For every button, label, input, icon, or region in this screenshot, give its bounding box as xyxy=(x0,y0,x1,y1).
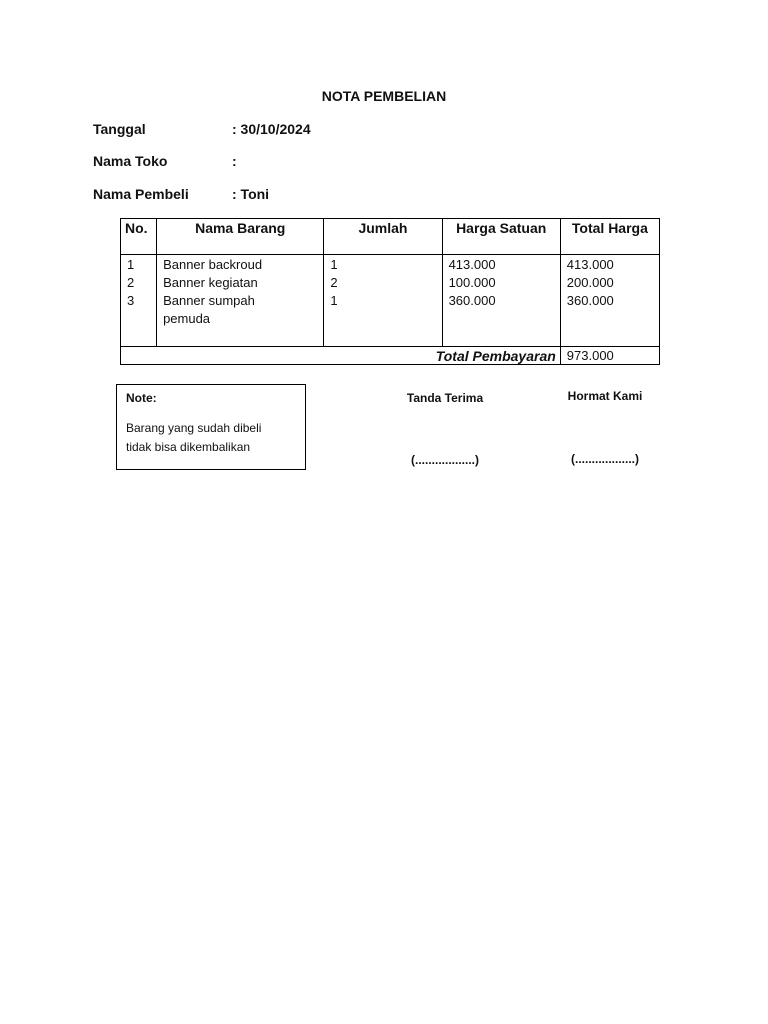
header-nama-barang: Nama Barang xyxy=(157,219,324,255)
column-jumlah xyxy=(324,255,442,347)
row-total-harga: 200.000 xyxy=(566,275,614,290)
note-title: Note: xyxy=(126,391,157,405)
note-text-line-2: tidak bisa dikembalikan xyxy=(126,440,251,454)
field-value-tanggal: : 30/10/2024 xyxy=(232,121,311,137)
total-row xyxy=(121,347,660,365)
row-no: 3 xyxy=(127,293,135,308)
field-label-nama-pembeli: Nama Pembeli xyxy=(93,186,189,202)
tanda-terima-signature-line: (..................) xyxy=(410,453,479,467)
row-total-harga: 413.000 xyxy=(566,257,614,272)
row-no: 2 xyxy=(127,275,135,290)
table-header-row xyxy=(121,219,660,255)
field-value-nama-pembeli: : Toni xyxy=(232,186,270,202)
document-title: NOTA PEMBELIAN xyxy=(321,88,447,104)
note-text-line-1: Barang yang sudah dibeli xyxy=(126,421,262,435)
items-table xyxy=(120,218,660,365)
row-jumlah: 1 xyxy=(330,293,338,308)
column-nama-barang xyxy=(157,255,324,347)
field-label-tanggal: Tanggal xyxy=(93,121,146,137)
row-jumlah: 2 xyxy=(330,275,338,290)
field-value-nama-toko: : xyxy=(232,153,237,169)
header-no: No. xyxy=(121,219,157,255)
table-row xyxy=(121,255,660,347)
row-nama-barang: Banner kegiatan xyxy=(163,275,258,290)
row-nama-barang: Banner sumpah pemuda xyxy=(163,293,255,326)
column-no xyxy=(121,255,157,347)
header-jumlah: Jumlah xyxy=(324,219,442,255)
column-harga-satuan xyxy=(442,255,560,347)
header-harga-satuan: Harga Satuan xyxy=(442,219,560,255)
field-label-nama-toko: Nama Toko xyxy=(93,153,168,169)
tanda-terima-label: Tanda Terima xyxy=(406,391,484,405)
row-no: 1 xyxy=(127,257,135,272)
row-nama-barang: Banner backroud xyxy=(163,257,263,272)
header-total-harga: Total Harga xyxy=(560,219,659,255)
hormat-kami-label: Hormat Kami xyxy=(567,389,643,403)
total-pembayaran-value: 973.000 xyxy=(560,347,659,365)
note-box xyxy=(116,384,306,470)
row-harga-satuan: 100.000 xyxy=(448,275,496,290)
row-harga-satuan: 413.000 xyxy=(448,257,496,272)
row-harga-satuan: 360.000 xyxy=(448,293,496,308)
note-text xyxy=(126,419,296,457)
row-total-harga: 360.000 xyxy=(566,293,614,308)
row-jumlah: 1 xyxy=(330,257,338,272)
hormat-kami-signature-line: (..................) xyxy=(570,452,639,466)
column-total-harga xyxy=(560,255,659,347)
total-pembayaran-label: Total Pembayaran xyxy=(121,347,561,365)
